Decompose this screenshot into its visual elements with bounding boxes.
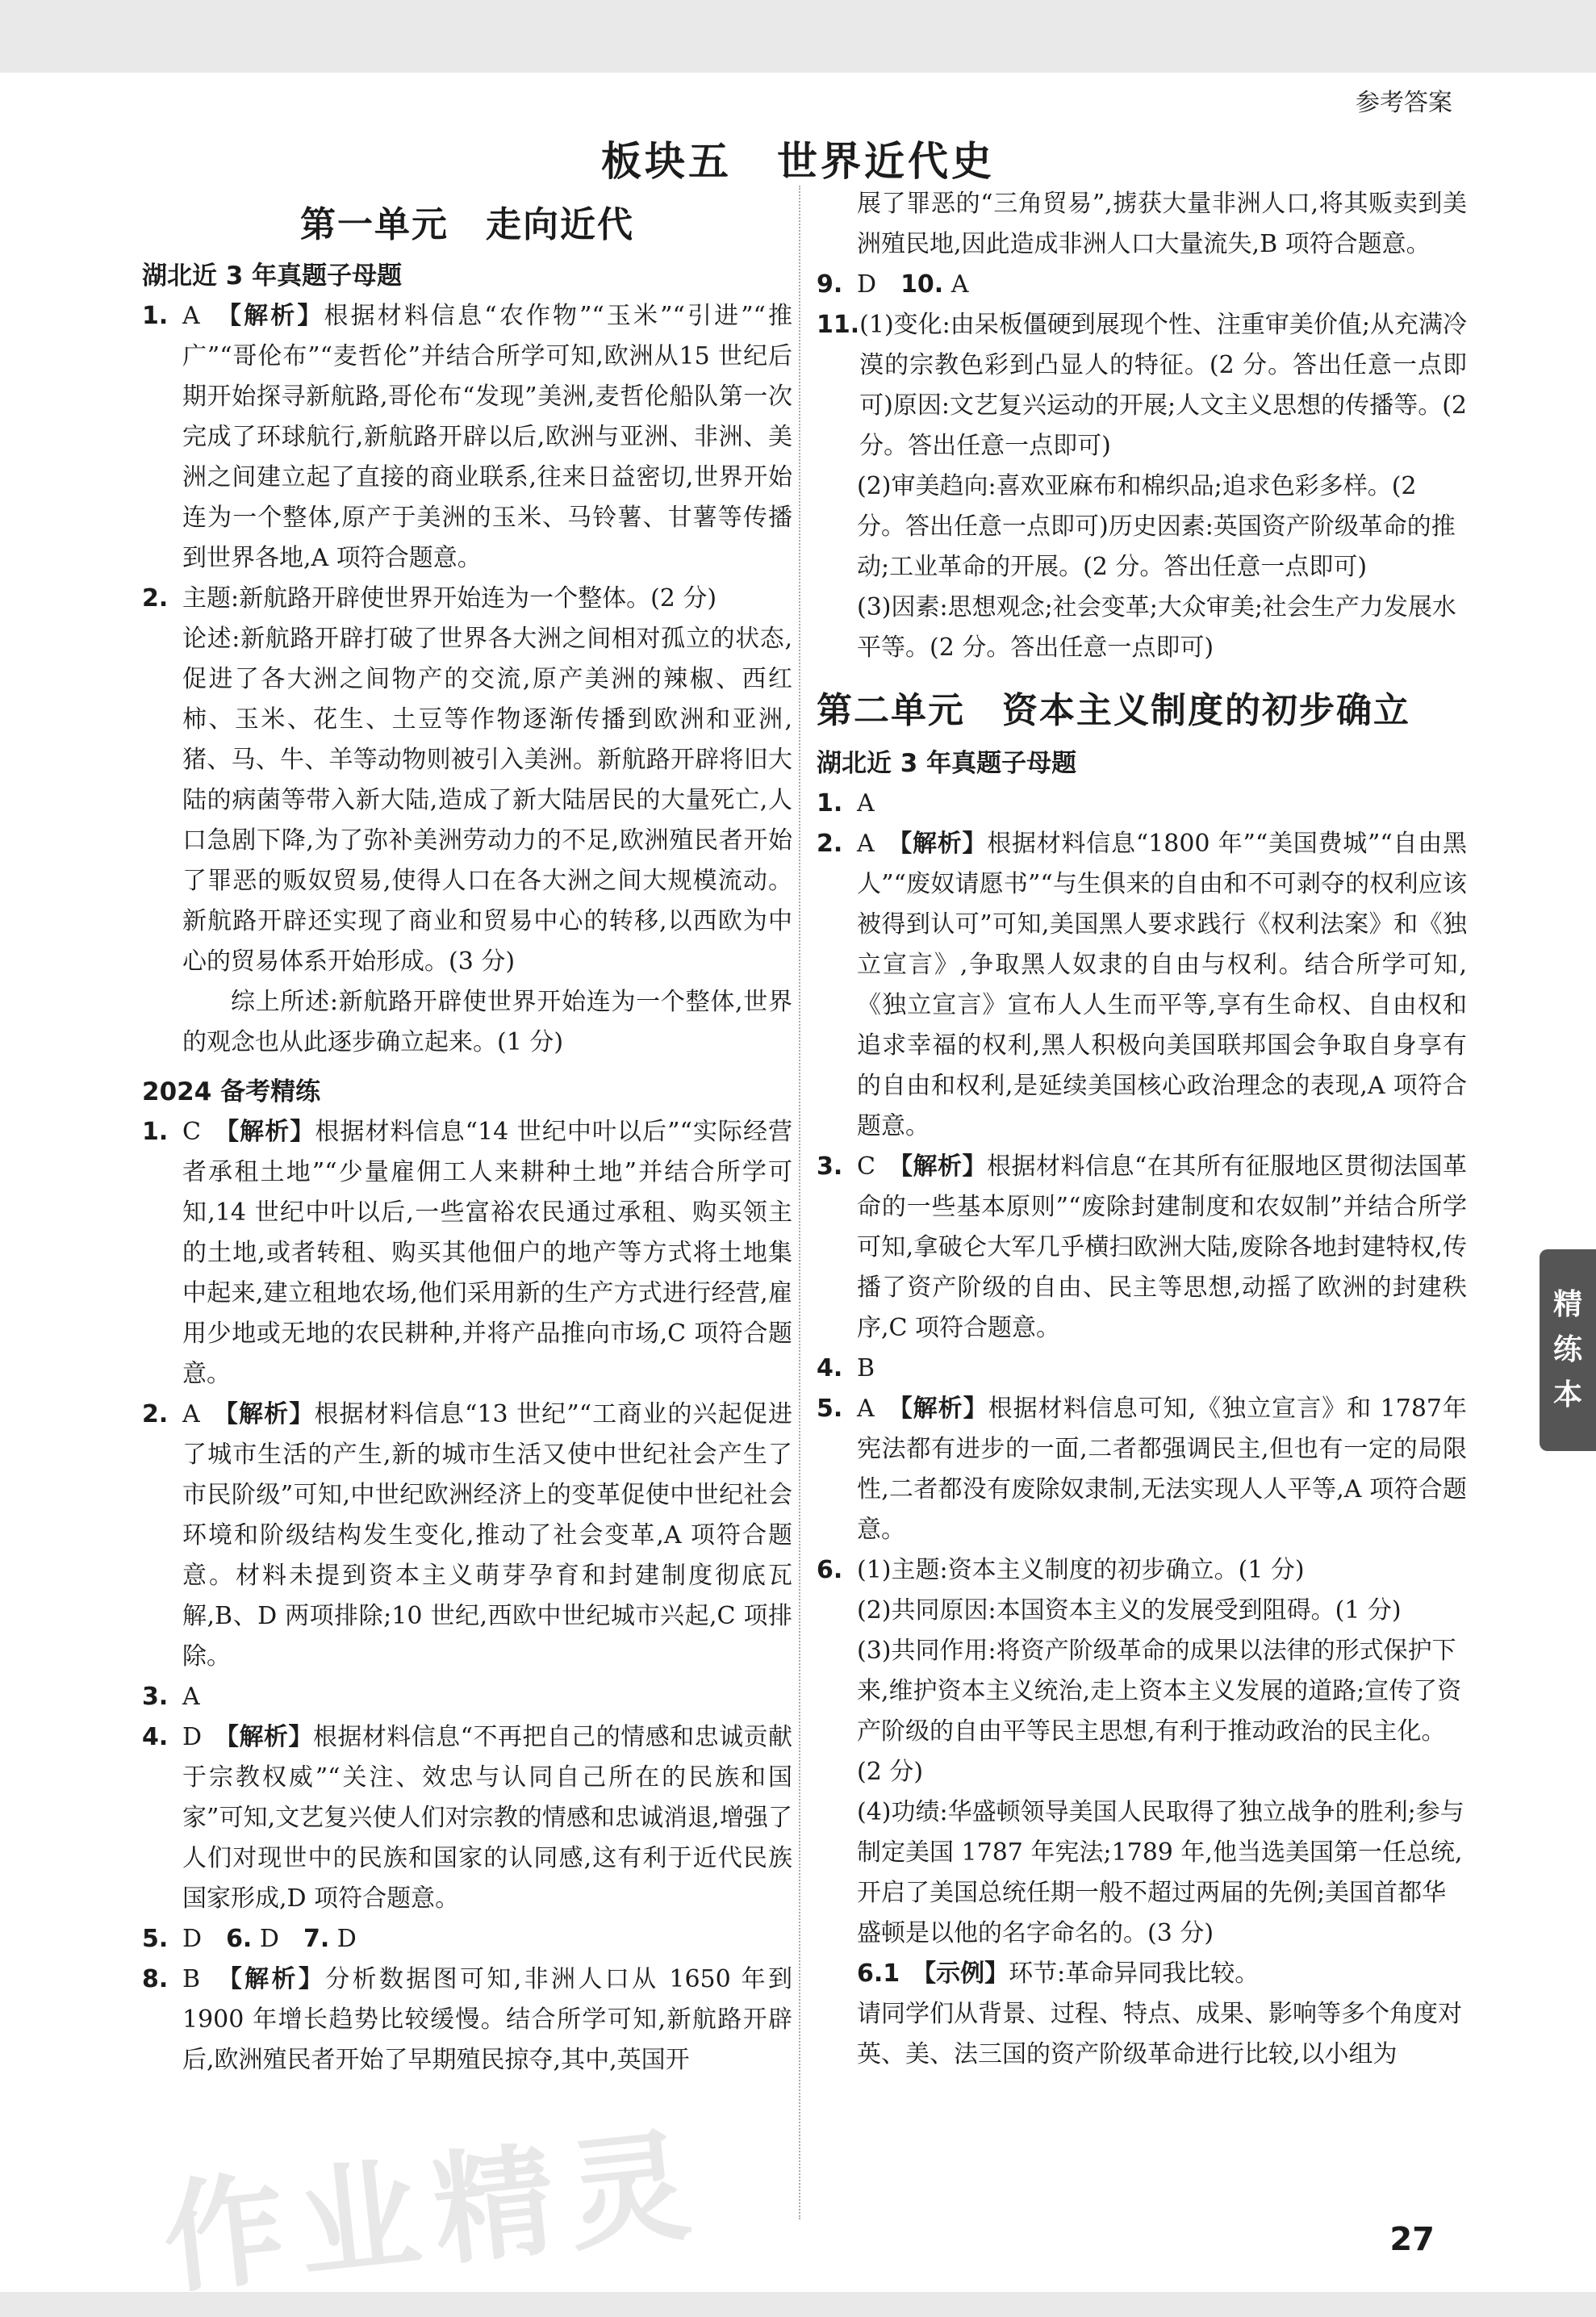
answer-paragraph: 综上所述:新航路开辟使世界开始连为一个整体,世界的观念也从此逐步确立起来。(1 分) [182, 988, 792, 1056]
answer-item [142, 1919, 792, 1959]
answer-item [142, 579, 792, 619]
answer-number: 10. [900, 270, 944, 299]
example-tag: 【示例】 [924, 1959, 1009, 1988]
answer-number: 9. [817, 270, 843, 299]
answer-item [142, 1677, 792, 1717]
answer-number: 2. [817, 830, 843, 858]
analysis-text: 根据材料信息可知,《独立宣言》和 1787年宪法都有进步的一面,二者都强调民主,但也有一定的局限性,二者都没有废除奴隶制,无法实现人人平等,A 项符合题意。 [857, 1395, 1468, 1544]
answer-item [817, 265, 1467, 305]
answer-choice: A [857, 830, 875, 858]
answer-choice: C [857, 1152, 875, 1181]
answer-item [142, 1959, 792, 2081]
answer-number: 4. [817, 1354, 843, 1382]
answer-choice: A [857, 1395, 875, 1423]
answer-text [857, 1389, 1467, 1550]
answer-choice: B [182, 1965, 201, 1993]
answer-item [142, 1717, 792, 1919]
analysis-tag: 【解析】 [228, 302, 324, 330]
answer-paragraph: 展了罪恶的“三角贸易”,掳获大量非洲人口,将其贩卖到美洲殖民地,因此造成非洲人口大量流失,B 项符合题意。 [857, 190, 1467, 258]
answer-choice: D [857, 270, 877, 299]
answer-choice: D [336, 1925, 357, 1953]
unit2-subhead: 湖北近 3 年真题子母题 [817, 749, 1077, 778]
answer-item [817, 1550, 1467, 1591]
answer-number: 2. [142, 584, 169, 613]
answer-choice: A [182, 1400, 200, 1428]
answer-text [182, 1717, 792, 1919]
answer-choice: D [182, 1925, 203, 1953]
answer-number: 5. [142, 1925, 169, 1953]
analysis-text: 根据材料信息“13 世纪”“工商业的兴起促进了城市生活的产生,新的城市生活又使中世纪社会产生了市民阶级”可知,中世纪欧洲经济上的变革促使中世纪社会环境和阶级结构发生变化,推动了社会变革,A 项符合题意。材料未提到资本主义萌芽孕育和封建制度彻底瓦解,B、D 两项排除;10 世纪,西欧中世纪城市兴起,C 项排除。 [182, 1400, 792, 1671]
answer-number: 7. [303, 1925, 330, 1953]
analysis-text: 根据材料信息“1800 年”“美国费城”“自由黑人”“废奴请愿书”“与生俱来的自由和不可剥夺的权利应该被得到认可”可知,美国黑人要求践行《权利法案》和《独立宣言》,争取黑人奴隶的自由与权利。结合所学可知,《独立宣言》宣布人人生而平等,享有生命权、自由权和追求幸福的权利,黑人积极向美国联邦国会争取自身享有的自由和权利,是延续美国核心政治理念的表现,A 项符合题意。 [857, 830, 1467, 1140]
answer-item [817, 784, 1467, 824]
answer-item [142, 296, 792, 579]
answer-text: (1)主题:资本主义制度的初步确立。(1 分) [857, 1556, 1305, 1584]
answer-item [142, 1112, 792, 1395]
answer-text [857, 1147, 1467, 1349]
answer-text [182, 296, 792, 579]
answer-number: 1. [142, 302, 169, 330]
answer-paragraph: 论述:新航路开辟打破了世界各大洲之间相对孤立的状态,促进了各大洲之间物产的交流,原产美洲的辣椒、西红柿、玉米、花生、土豆等作物逐渐传播到欧洲和亚洲,猪、马、牛、羊等动物则被引入美洲。新航路开辟将旧大陆的病菌等带入新大陆,造成了新大陆居民的大量死亡,人口急剧下降,为了弥补美洲劳动力的不足,欧洲殖民者开始了罪恶的贩奴贸易,使得人口在各大洲之间大规模流动。新航路开辟还实现了商业和贸易中心的转移,以西欧为中心的贸易体系开始形成。(3 分) [182, 625, 792, 976]
answer-paragraph: 请同学们从背景、过程、特点、成果、影响等多个角度对英、美、法三国的资产阶级革命进行比较,以小组为 [857, 2000, 1462, 2068]
answer-paragraph: (4)功绩:华盛顿领导美国人民取得了独立战争的胜利;参与制定美国 1787 年宪法;1789 年,他当选美国第一任总统,开启了美国总统任期一般不超过两届的先例;美国首都华盛顿是以他的名字命名的。(3 分) [857, 1798, 1464, 1947]
page [0, 73, 1596, 2311]
unit1-subhead-2: 2024 备考精练 [142, 1077, 321, 1106]
side-tab [1540, 1249, 1596, 1451]
unit2-title: 第二单元 资本主义制度的初步确立 [817, 690, 1410, 731]
answer-text: 主题:新航路开辟使世界开始连为一个整体。(2 分) [182, 584, 717, 613]
answer-choice: B [857, 1354, 875, 1382]
answer-number: 1. [142, 1118, 169, 1146]
answer-paragraph: (2)审美趋向:喜欢亚麻布和棉织品;追求色彩多样。(2 分。答出任意一点即可)历史因素:英国资产阶级革命的推动;工业革命的开展。(2 分。答出任意一点即可) [857, 472, 1456, 581]
header-label: 参考答案 [1356, 89, 1452, 117]
answer-text [857, 824, 1467, 1147]
answer-text [857, 265, 1467, 305]
analysis-text: 根据材料信息“农作物”“玉米”“引进”“推广”“哥伦布”“麦哲伦”并结合所学可知,欧洲从15 世纪后期开始探寻新航路,哥伦布“发现”美洲,麦哲伦船队第一次完成了环球航行,新航路开辟以后,欧洲与亚洲、非洲、美洲之间建立起了直接的商业联系,往来日益密切,世界开始连为一个整体,原产于美洲的玉米、马铃薯、甘薯等传播到世界各地,A 项符合题意。 [182, 302, 793, 572]
side-tab-char: 本 [1552, 1378, 1582, 1412]
analysis-tag: 【解析】 [900, 1152, 988, 1181]
answer-number: 8. [142, 1965, 169, 1993]
analysis-text: 分析数据图可知,非洲人口从 1650 年到1900 年增长趋势比较缓慢。结合所学可知,新航路开辟后,欧洲殖民者开始了早期殖民掠夺,其中,英国开 [182, 1965, 792, 2074]
answer-choice: A [182, 302, 200, 330]
answer-number: 2. [142, 1400, 169, 1428]
side-tab-char: 练 [1552, 1333, 1582, 1366]
example-text: 环节:革命异同我比较。 [1009, 1959, 1260, 1988]
answer-item [817, 1389, 1467, 1550]
answer-item [817, 824, 1467, 1147]
answer-item [817, 1349, 1467, 1389]
analysis-tag: 【解析】 [225, 1400, 315, 1428]
side-tab-char: 精 [1552, 1288, 1582, 1321]
answer-paragraph: (2)共同原因:本国资本主义的发展受到阻碍。(1 分) [857, 1596, 1402, 1625]
analysis-tag: 【解析】 [227, 1723, 313, 1751]
answer-number: 11. [817, 311, 860, 339]
answer-paragraph: (3)因素:思想观念;社会变革;大众审美;社会生产力发展水平等。(2 分。答出任意一点即可) [857, 593, 1456, 662]
analysis-tag: 【解析】 [229, 1965, 326, 1993]
answer-choice: A [182, 1683, 200, 1711]
answer-number: 6.1 [857, 1959, 900, 1988]
right-column [817, 184, 1467, 2075]
answer-text [182, 1919, 792, 1959]
answer-text [182, 1395, 792, 1677]
section-title-part2: 世界近代史 [777, 138, 995, 185]
analysis-tag: 【解析】 [227, 1118, 315, 1146]
answer-choice: D [259, 1925, 279, 1953]
left-column [142, 186, 792, 2081]
analysis-text: 根据材料信息“在其所有征服地区贯彻法国革命的一些基本原则”“废除封建制度和农奴制”并结合所学可知,拿破仑大军几乎横扫欧洲大陆,废除各地封建特权,传播了资产阶级的自由、民主等思想,动摇了欧洲的封建秩序,C 项符合题意。 [857, 1152, 1467, 1342]
answer-number: 6. [817, 1556, 843, 1584]
answer-number: 4. [142, 1723, 169, 1751]
answer-choice: D [182, 1723, 203, 1751]
answer-number: 3. [142, 1683, 169, 1711]
answer-item [142, 1395, 792, 1677]
analysis-text: 根据材料信息“不再把自己的情感和忠诚贡献于宗教权威”“关注、效忠与认同自己所在的民族和国家”可知,文艺复兴使人们对宗教的情感和忠诚消退,增强了人们对现世中的民族和国家的认同感,这有利于近代民族国家形成,D 项符合题意。 [182, 1723, 793, 1913]
section-title-part1: 板块五 [601, 138, 732, 185]
page-number: 27 [1389, 2221, 1435, 2258]
analysis-tag: 【解析】 [900, 1395, 988, 1423]
analysis-text: 根据材料信息“14 世纪中叶以后”“实际经营者承租土地”“少量雇佣工人来耕种土地”并结合所学可知,14 世纪中叶以后,一些富裕农民通过承租、购买领主的土地,或者转租、购买其他佃户的地产等方式将土地集中起来,建立租地农场,他们采用新的生产方式进行经营,雇用少地或无地的农民耕种,并将产品推向市场,C 项符合题意。 [182, 1118, 793, 1388]
answer-number: 3. [817, 1152, 843, 1181]
answer-text [182, 1112, 792, 1395]
answer-paragraph: (3)共同作用:将资产阶级革命的成果以法律的形式保护下来,维护资本主义统治,走上资本主义发展的道路;宣传了资产阶级的自由平等民主思想,有利于推动政治的民主化。(2 分) [857, 1637, 1462, 1786]
unit1-title: 第一单元 走向近代 [300, 204, 634, 245]
section-title [0, 129, 1596, 187]
watermark: 作业精灵 [157, 2114, 711, 2311]
answer-number: 5. [817, 1395, 843, 1423]
analysis-tag: 【解析】 [900, 830, 988, 858]
answer-choice: A [857, 789, 875, 818]
answer-number: 6. [226, 1925, 253, 1953]
answer-choice: C [182, 1118, 201, 1146]
answer-item [817, 305, 1467, 466]
answer-item [817, 1147, 1467, 1349]
answer-text [182, 1959, 792, 2081]
answer-choice: A [950, 270, 969, 299]
answer-text: (1)变化:由呆板僵硬到展现个性、注重审美价值;从充满冷漠的宗教色彩到凸显人的特征。(2 分。答出任意一点即可)原因:文艺复兴运动的开展;人文主义思想的传播等。(2 分。答出任意一点即可) [859, 311, 1467, 460]
answer-item [817, 1954, 1467, 1994]
column-divider [799, 186, 800, 2219]
answer-number: 1. [817, 789, 843, 818]
unit1-subhead-1: 湖北近 3 年真题子母题 [142, 261, 403, 291]
